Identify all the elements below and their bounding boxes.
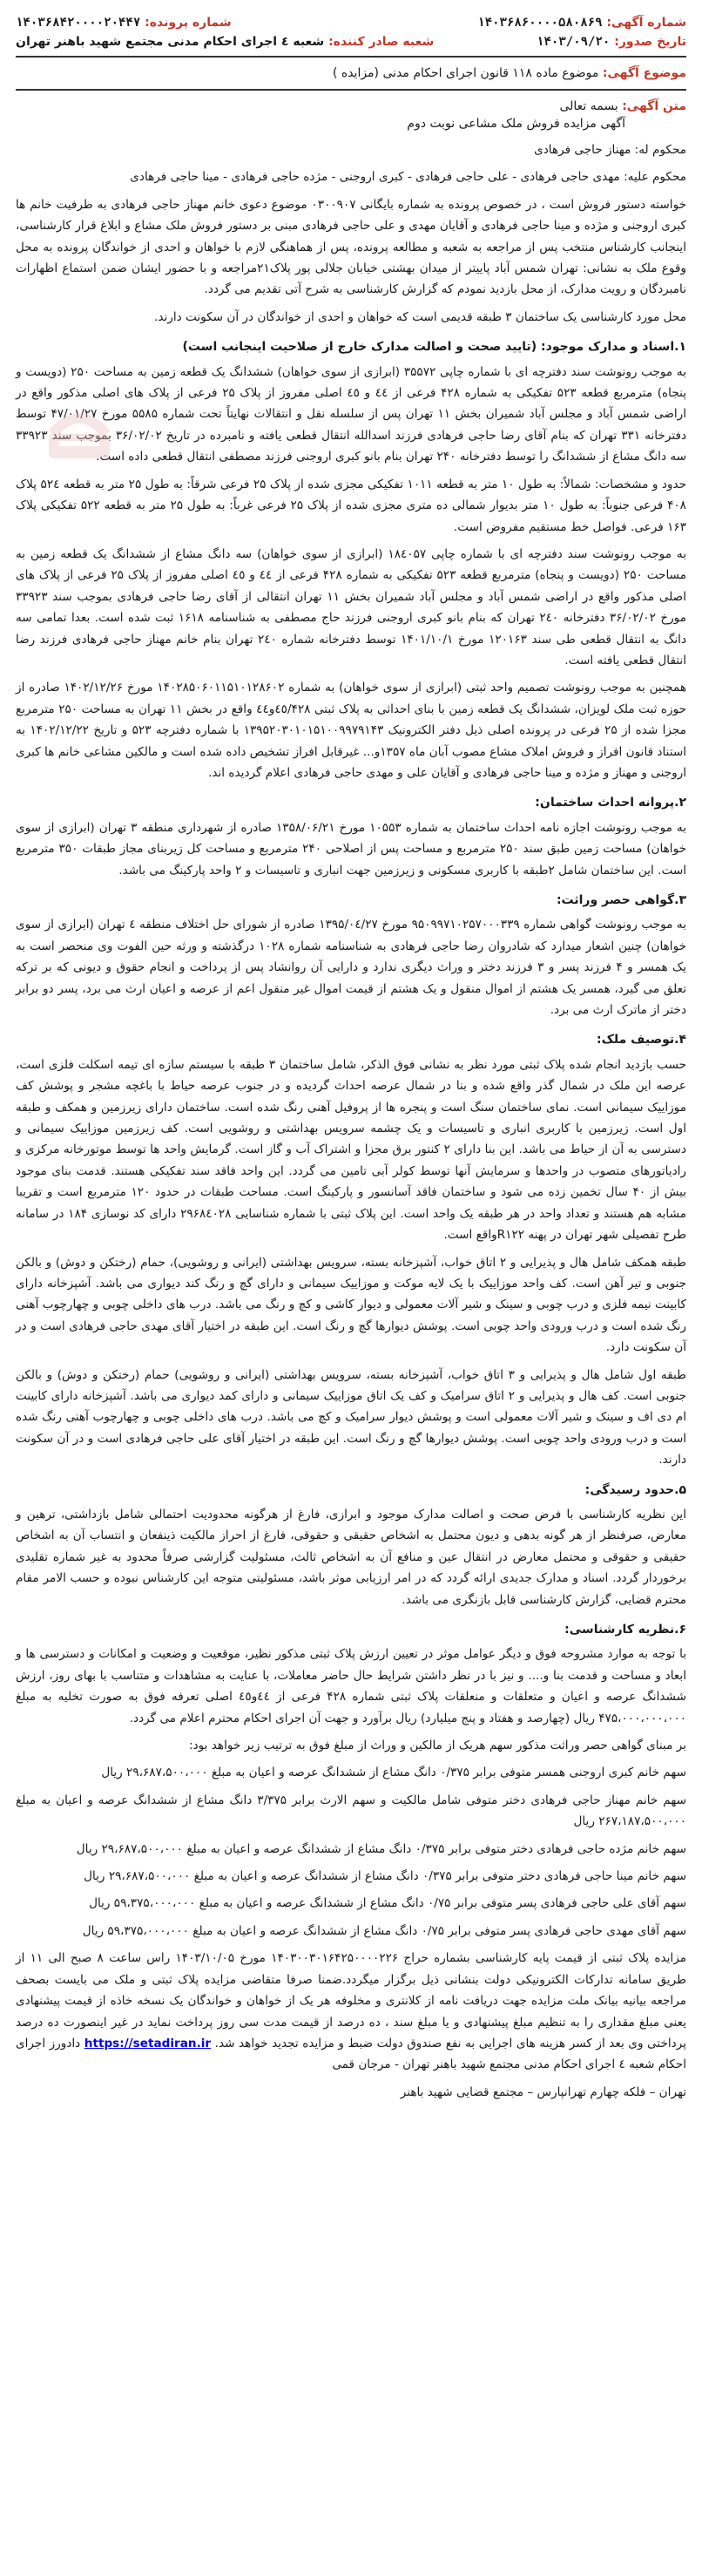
paragraph: با توجه به موارد مشروحه فوق و دیگر عوامل موثر در تعیین ارزش پلاک ثبتی مذکور نظیر، موقعیت و وضعیت و امکانات و دسترسی ها و ابعاد و مساحت و قدمت بنا و.... و نیز با در نظر داشتن شرایط حال حاضر معاملات، با عنایت به مشاهدات و متناسب با بهای روز، ارزش ششدانگ عرصه و اعیان و متعلقات و منعلقات پلاک ثبتی شماره ۴۲۸ فرعی از ٤٤و٤٥ اصلی تعرفه فوق به صورت تخلیه به مبلغ ۴۷۵،۰۰۰،۰۰۰،۰۰۰ ریال (چهارصد و هفتاد و پنج میلیارد) ریال برآورد و جهت آن اجرای احکام محترم اعلام می گردد. [16,1647,686,1725]
file-number-value: ۱۴۰۳۶۸۴۲۰۰۰۰۲۰۴۴۷ [16,16,141,30]
share-line: سهم خانم مژده حاجی فرهادی دختر متوفی برابر ۰/۳۷۵ دانگ مشاع از ششدانگ عرصه و اعیان به مبلغ ۲۹،۶۸۷،۵۰۰،۰۰۰ ریال [76,1841,686,1856]
section-heading: ۴.توصیف ملک: [596,1033,686,1047]
paragraph: محل مورد کارشناسی یک ساختمان ۳ طبقه قدیمی است که خواهان و احدی از خواندگان در آن سکونت دارند. [154,309,686,324]
paragraph: طبقه اول شامل هال و پذیرایی و ۳ اتاق خواب، آشپزخانه بسته، سرویس بهداشتی (ایرانی و روشویی) حمام (رختکن و دوش) و بالکن جنوبی است. کف هال و پذیرایی و ۲ اتاق سرامیک و کف یک اتاق موزاییک سیمانی و دارای کمد دیواری می باشد. آشپزخانه دارای کابینت ام دی اف و سینک و شیر آلات معمولی است و پوشش دیوار سرامیک و کچ می باشد. درب های داخلی چوبی و چهارچوب آهنی رنگ شده است و درب ورودی واحد چوبی است. پوشش دیوارها گچ و رنگ است. این طبقه در اختیار آقای علی حاجی فرهادی است و در آن سکونت دارند. [16,1367,686,1468]
header-row-2 [16,35,686,49]
bismillah: بسمه تعالی [559,99,618,113]
topic-divider [16,89,686,91]
paragraph: همچنین به موجب رونوشت تصمیم واحد ثبتی (ابرازی از سوی خواهان) به شماره ۱۴۰۲۸۵۰۶۰۱۱۵۱۰۱۲۸۶۰۲ مورخ ۱۴۰۲/۱۲/۲۶ صادره از حوزه ثبت ملک لویزان، ششدانگ یک قطعه زمین با بنای احداثی به پلاک ثبتی ٤٥/۴۲۸و٤٤ واقع در بخش ۱۱ تهران به مساحت ۲۵۰ مترمربع مجزا شده از ۲۵ فرعی در پرونده اصلی ذیل دفتر الکترونیک ۱۳۹۵۲۰۳۰۱۰۱۵۱۰۰۹۹۷۹۱۴۳ با شماره دفترچه ۵۲۳ و تاریخ ۱۴۰۲/۱۲/۲۲ به استناد قانون افراز و فروش املاک مشاع مصوب آبان ماه ۱۳۵۷و... غیرقابل افراز تشخیص داده شده است و مالکین مشاعی خانم ها کبری اروجنی و مهناز و مژده و مینا حاجی فرهادی و آقایان علی و مهدی حاجی فرهادی اعلام گردیده اند. [16,681,686,780]
setad-website-link[interactable]: https://setadiran.ir [84,2036,212,2051]
share-line: سهم آقای مهدی حاجی فرهادی پسر متوفی برابر ۰/۷۵ دانگ مشاع از ششدانگ عرصه و اعیان به مبلغ ۵۹،۳۷۵،۰۰۰،۰۰۰ ریال [82,1923,686,1938]
share-line: سهم خانم کبری اروجنی همسر متوفی برابر ۰/۳۷۵ دانگ مشاع از ششدانگ عرصه و اعیان به مبلغ ۲۹،۶۸۷،۵۰۰،۰۰۰ ریال [101,1766,686,1780]
share-line: سهم خانم مینا حاجی فرهادی دختر متوفی برابر ۰/۳۷۵ دانگ مشاع از ششدانگ عرصه و اعیان به مبلغ ۲۹،۶۸۷،۵۰۰،۰۰۰ ریال [84,1869,686,1884]
section-heading: ۶.نظریه کارشناسی: [564,1623,686,1637]
paragraph: این نظریه کارشناسی با فرض صحت و اصالت مدارک موجود و ابرازی، فارغ از هرگونه محدودیت احتمالی شامل بازداشتی، ترهین و معارض، صرفنظر از هر گونه بدهی و دیون محتمل به اشخاص حقیقی و حقوقی، فارغ از احراز مالکیت ذینفعان و انتساب آن به اشخاص حقیقی و حقوقی و محتمل معارض در انتقال عین و منافع آن به اشخاص ثالث، مسئولیت گزارشی صرفاً محدود به غیر شماره تقلیدی برخوردار گردد. اسناد و مدارک جدیدی ارائه گردد که در امر ارزیابی موثر باشد، مسئولیتی متوجه این کارشناس نبوده و حسب الامر مقام محترم قضایی، گزارش کارشناسی قابل بازنگری می باشد. [16,1507,686,1607]
ad-number: شماره آگهی: ۱۴۰۳۶۸۶۰۰۰۰۵۸۰۸۶۹ [477,16,686,30]
header-row-1 [16,16,686,30]
paragraph: به موجب رونوشت سند دفترچه ای با شماره چاپی ۱۸٤۰۵۷ (ابرازی از سوی خواهان) سه دانگ مشاع از ششدانگ یک قطعه زمین به مساحت ۲۵۰ (دویست و پنجاه) مترمربع قطعه ۵۲۳ تفکیکی به شماره ۴۲۸ فرعی از ٤٤ و ٤٥ اصلی مفروز از پلاک ۲۵ فرعی از پلاک های اصلی مذکور واقع در اراضی شمس آباد و مجلس آباد شمیران بخش ۱۱ تهران انتقالی از آقای رضا حاجی فرهادی بموجب سند ۳۳۹۲۳ مورخ ۳۶/۰۲/۰۲ دفترخانه ۲٤۰ تهران که بنام بانو کبری اروجنی فرزند حاج مصطفی به شناسنامه ۱۶۱۸ ثبت شده است. بعدا تمامی سه دانگ به انتقال قطعی طی سند ۱۲۰۱۶۳ مورخ ۱۴۰۱/۱۰/۱ توسط دفترخانه شماره ۲٤۰ تهران بنام خانم مهناز حاجی فرهادی فرزند رضا انتقال قطعی یافته است. [16,546,687,668]
notice-topic: موضوع آگهی: موضوع ماده ۱۱۸ قانون اجرای احکام مدنی (مزایده ) [332,66,686,80]
ad-number-value: ۱۴۰۳۶۸۶۰۰۰۰۵۸۰۸۶۹ [477,16,603,30]
header-divider [16,56,686,58]
paragraph: محکوم له: مهناز حاجی فرهادی [534,143,686,157]
notice-text-heading: متن آگهی: بسمه تعالی [559,99,686,113]
issue-date: تاریخ صدور: ۱۴۰۳/۰۹/۲۰ [537,35,686,49]
section-heading: ۲.پروانه احداث ساختمان: [535,796,686,810]
paragraph: به موجب رونوشت سند دفترچه ای با شماره چاپی ۳۵۵۷۲ (ابرازی از سوی خواهان) ششدانگ یک قطعه زمین به مساحت ۲۵۰ (دویست و پنجاه) مترمربع قطعه ۵۲۳ تفکیکی به شماره ۴۲۸ فرعی از ٤٤ و ٤٥ اصلی مفروز از پلاک ۲۵ فرعی از پلاک های اصلی مذکور واقع در اراضی شمس آباد و مجلس آباد شمیران بخش ۱۱ تهران پس از سلسله نقل و انتقالات نهایتاً تحت شماره ۵۵۸۵ مورخ ۴۷/۰۱/۲۷ توسط دفترخانه ۳۳۱ تهران که بنام آقای رضا حاجی فرهادی فرزند اسدالله انتقال قطعی یافته و نامبرده در تاریخ ۳۶/۰۲/۰۲ بموجب سند ۳۳۹۲۳ سه دانگ مشاع از ششدانگ را توسط دفترخانه ۲۴۰ تهران بنام بانو کبری اروجنی فرزند مصطفی انتقال قطعی داده است. [16,364,686,464]
closing-paragraph: مزایده پلاک ثبتی از قیمت پایه کارشناسی بشماره حراج ۱۴۰۳۰۰۳۰۱۶۴۲۵۰۰۰۰۲۲۶ مورخ ۱۴۰۳/۱۰/۰۵ راس ساعت ۸ صبح الی ۱۱ از طریق سامانه تدارکات الکترونیکی دولت بنشانی ذیل برگزار میگردد.ضمنا صرفا متقاضی مزایده پلاک ثبتی و ملک می بایست بصحف مراجعه بیانیه بیانک ملت مزایده جهت دریافت نامه از کلانتری و مخلوفه هر یک از خواهان و خواندگان یک نسخه خاذه از قیمت پیشنهادی یعنی مبلغ مقداری را به تنظیم مبلغ پیشنهادی و یا مبلغ سند ، ده درصد از قیمت مدت سی روز پرداخت نماید در غیر اینصورت ده درصد پرداختی وی بعد از کسر هزینه های اجرایی به نفع صندوق دولت ضبط و مزایده تجدید خواهد شد. https://setadiran.ir دادورز اجرای احکام شعبه ٤ اجرای احکام مدنی مجتمع شهید باهنر تهران - مرجان قمی [16,1951,687,2072]
share-line: سهم خانم مهناز حاجی فرهادی دختر متوفی شامل مالکیت و سهم الارث برابر ۳/۳۷۵ دانگ مشاع از ششدانگ عرصه و اعیان به مبلغ ۲۶۷،۱۸۷،۵۰۰،۰۰۰ ریال [16,1793,686,1829]
notice-title: آگهی مزایده فروش ملک مشاعی نوبت دوم [407,117,625,131]
notice-body [16,139,686,1942]
office-location: تهران – فلکه چهارم تهرانپارس – مجتمع قضایی شهید باهنر [400,2085,686,2099]
paragraph: خواسته دستور فروش است ، در خصوص پرونده به شماره بایگانی ۰۳۰۰۹۰۷ موضوع دعوی خانم مهناز حاجی فرهادی به طرفیت خانم ها کبری اروجنی و مژده و مینا حاجی فرهادی و آقایان مهدی و علی حاجی فرهادی مبنی بر دستور فروش ملک مشاع و ابلاغ قرار کارشناسی، اینجانب کارشناس منتخب پس از مراجعه به شعبه و مطالعه پرونده، پس از هماهنگی لازم با خواهان و احدی از خواندگان پرونده به محل وقوع ملک به نشانی: تهران شمس آباد پاییتر از میدان بهشتی خیابان جلالی پور پلاک۲۱مراجعه و با حضور ایشان ضمن استماع اظهارات نامبردگان و رویت مدارک، از محل بازدید نمودم که گزارش کارشناسی به شرح آتی تقدیم می گردد. [16,197,687,297]
section-heading: ۳.گواهی حصر وراثت: [556,893,686,907]
paragraph: محکوم علیه: مهدی حاجی فرهادی - علی حاجی فرهادی - کبری اروجنی - مژده حاجی فرهادی - مینا حاجی فرهادی [130,170,686,185]
paragraph: به موجب رونوشت گواهی شماره ۹۵۰۹۹۷۱۰۲۵۷۰۰۰۳۳۹ مورخ ۱۳۹۵/۰٤/۲۷ صادره از شورای حل اختلاف منطقه ٤ تهران (ابرازی از سوی خواهان) چنین اشعار میدارد که شادروان رضا حاجی فرهادی به شناسنامه شماره ۱۰۲۸ درگذشته و ورثه حین الفوت وی منحصر است به یک همسر و ۴ فرزند پسر و ۳ فرزند دختر و وراث دیگری ندارد و دارایی آن روانشاد پس از پرداخت و انجام حقوق و دیونی که بر ترکه تعلق می گیرد، همسر یک هشتم از اموال منقول و یک هشتم از قیمت اموال غیر منقول اعم از عرصه و اعیان ارث می برد، پسر دو برابر دختر از ماترک ارث می برد. [16,918,687,1018]
notice-topic-value: موضوع ماده ۱۱۸ قانون اجرای احکام مدنی (مزایده ) [332,66,599,80]
paragraph: بر مبنای گواهی حصر وراثت مذکور سهم هریک از مالکین و وراث از مبلغ فوق به ترتیب زیر خواهد بود: [189,1739,686,1753]
section-heading: ۵.حدود رسیدگی: [584,1482,686,1497]
section-heading: ۱.اسناد و مدارک موجود: (تایید صحت و اصالت مدارک خارج از صلاحیت اینجانب است) [182,340,686,355]
issuing-branch-value: شعبه ٤ اجرای احکام مدنی مجتمع شهید باهنر تهران [16,35,325,49]
share-line: سهم آقای علی حاجی فرهادی پسر متوفی برابر ۰/۷۵ دانگ مشاع از ششدانگ عرصه و اعیان به مبلغ ۵۹،۳۷۵،۰۰۰،۰۰۰ ریال [89,1896,686,1911]
paragraph: به موجب رونوشت اجازه نامه احداث ساختمان به شماره ۱۰۵۵۳ مورخ ۱۳۵۸/۰۶/۲۱ صادره از شهرداری منطقه ۳ تهران (ابرازی از سوی خواهان) مساحت زمین طبق سند ۲۵۰ مترمربع و مساحت پس از اصلاحی ۲۴۰ مترمربع و مساحت کل زیربنای مجاز طبقات ۳۵۰ مترمربع است. این ساختمان شامل ۲طبقه با کاربری مسکونی و زیرزمین جهت انباری و تاسیسات و ۲ واحد پارکینگ می باشد. [16,820,686,878]
file-number: شماره پرونده: ۱۴۰۳۶۸۴۲۰۰۰۰۲۰۴۴۷ [16,16,232,30]
paragraph: حدود و مشخصات: شمالاً: به طول ۱۰ متر به قطعه ۱۰۱۱ تفکیکی مجزی شده از پلاک ۲۵ فرعی شرقاً: به طول ۲۵ متر به قطعه ۵۲٤ پلاک ۴۰۸ فرعی جنوباً: به طول ۱۰ متر بدیوار شمالی ده متری مجزی شده از پلاک ۲۵ فرعی غرباً: به طول ۲۵ متر به قطعه ۵۲۲ تفکیکی پلاک ۱۶۳ فرعی. فواصل خط مستقیم مفروض است. [16,477,686,534]
issuing-branch: شعبه صادر کننده: شعبه ٤ اجرای احکام مدنی مجتمع شهید باهنر تهران [16,35,435,49]
paragraph: طبقه همکف شامل هال و پذیرایی و ۲ اتاق خواب، آشپزخانه بسته، سرویس بهداشتی (ایرانی و روشویی)، حمام (رختکن و دوش) و بالکن جنوبی و تیر آهن است. کف واحد موزاییک با یک لایه موکت و موزاییک سیمانی و دارای گچ و رنگ کند دیواری می باشد. آشپزخانه دارای کابینت نیمه فلزی و درب چوبی و سینک و شیر آلات معمولی و دیوار کاشی و کچ و رنگ می باشد. درب های داخلی چوبی و چهارچوب آهنی رنگ شده است و درب ورودی واحد چوبی است. پوشش دیوارها گچ و رنگ است. این طبقه در اختیار آقای مهدی حاجی فرهادی است و در آن سکونت دارد. [16,1255,686,1355]
issue-date-value: ۱۴۰۳/۰۹/۲۰ [537,35,611,49]
paragraph: حسب بازدید انجام شده پلاک ثبتی مورد نظر به نشانی فوق الذکر، شامل ساختمان ۳ طبقه با سیستم سازه ای تیمه اسکلت فلزی است، عرصه این ملک در شمال گذر واقع شده و بنا در شمال عرصه احداث گردیده و در جنوب عرصه حیاط با باغچه مشجر و پوشش کف موزاییک سیمانی است. نمای ساختمان سنگ است و پنجره ها از پروفیل آهنی رنگ شده است. ساختمان دارای زیرزمین و همکف و طبقه اول است. زیرزمین با کاربری انباری و تاسیسات و یک چشمه سرویس بهداشتی و روشویی است. کف زیرزمین موزاییک سیمانی و دسترسی به آن از حیاط می باشد. این بنا دارای ۲ کنتور برق مجزا و اشتراک آب و گاز است. گرمایش واحد ها توسط موتورخانه مرکزی و رادیاتورهای متصوب در واحدها و سرمایش آنها توسط کولر آبی تامین می گردد. این واحد فاقد سند تفکیکی هستند. قدمت بنای موجود بیش از ۴۰ سال تخمین زده می شود و ساختمان فاقد آسانسور و پارکینگ است. مساحت طبقات در حدود ۱۲۰ مترمربع است و تقریبا مشابه هم هستند و تعداد واحد در هر طبقه یک واحد است. این پلاک ثبتی با شماره شناسایی ۲۹۶۸٤۰۲۸ دارای کد نوسازی ۱۸۴ در سامانه طرح تفصیلی شهر تهران در پهنه R۱۲۲واقع است. [16,1057,686,1243]
